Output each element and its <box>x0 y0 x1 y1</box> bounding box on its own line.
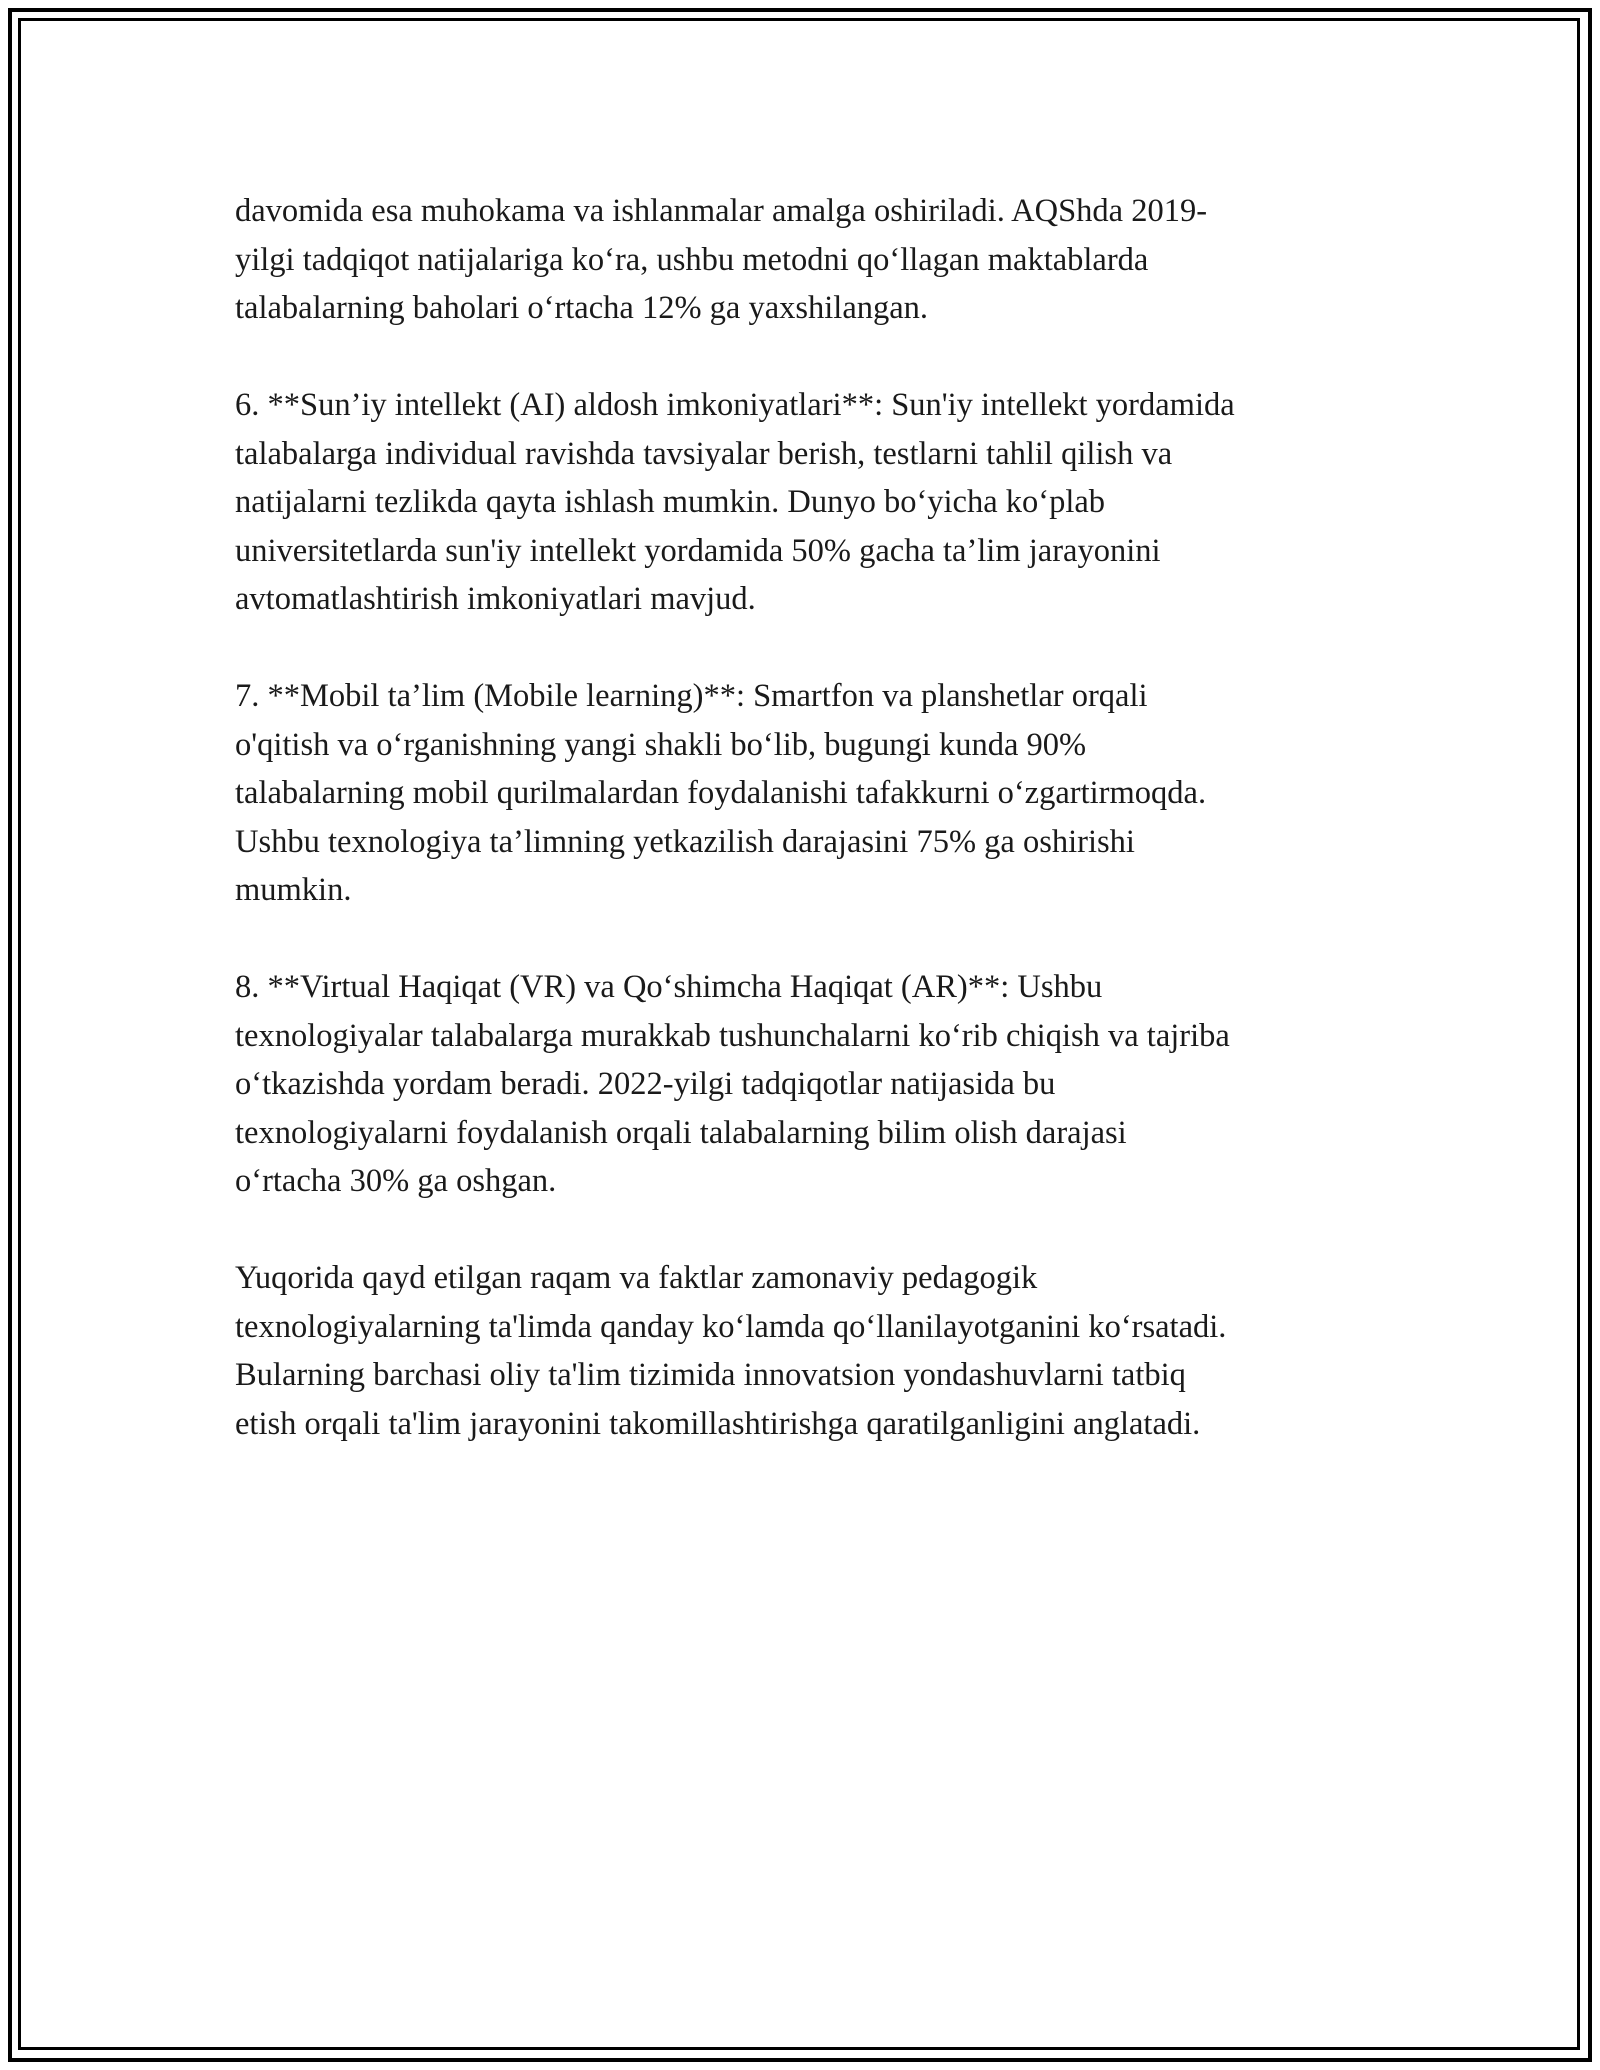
paragraph-item-6-ai: 6. **Sun’iy intellekt (AI) aldosh imkoniyatlari**: Sun'iy intellekt yordamida talabalarga individual ravishda tavsiyalar berish, testlarni tahlil qilish va natijalarni tezlikda qayta ishlash mumkin. Dunyo bo‘yicha ko‘plab universitetlarda sun'iy intellekt yordamida 50% gacha ta’lim jarayonini avtomatlashtirish imkoniyatlari mavjud. <box>235 387 1235 617</box>
paragraph-continuation: davomida esa muhokama va ishlanmalar amalga oshiriladi. AQShda 2019- yilgi tadqiqot natijalariga ko‘ra, ushbu metodni qo‘llagan maktablarda talabalarning baholari o‘rtacha 12% ga yaxshilangan. <box>235 193 1208 326</box>
document-body <box>235 187 1385 1448</box>
paragraph-item-7-mobile-learning: 7. **Mobil ta’lim (Mobile learning)**: Smartfon va planshetlar orqali o'qitish va o‘rganishning yangi shakli bo‘lib, bugungi kunda 90% talabalarning mobil qurilmalardan foydalanishi tafakkurni o‘zgartirmoqda. Ushbu texnologiya ta’limning yetkazilish darajasini 75% ga oshirishi mumkin. <box>235 678 1207 908</box>
paragraph-conclusion: Yuqorida qayd etilgan raqam va faktlar zamonaviy pedagogik texnologiyalarning ta'limda qanday ko‘lamda qo‘llanilayotganini ko‘rsatadi. Bularning barchasi oliy ta'lim tizimida innovatsion yondashuvlarni tatbiq etish orqali ta'lim jarayonini takomillashtirishga qaratilganligini anglatadi. <box>235 1260 1227 1442</box>
paragraph-item-8-vr-ar: 8. **Virtual Haqiqat (VR) va Qo‘shimcha Haqiqat (AR)**: Ushbu texnologiyalar talabalarga murakkab tushunchalarni ko‘rib chiqish va tajriba o‘tkazishda yordam beradi. 2022-yilgi tadqiqotlar natijasida bu texnologiyalarni foydalanish orqali talabalarning bilim olish darajasi o‘rtacha 30% ga oshgan. <box>235 969 1230 1199</box>
